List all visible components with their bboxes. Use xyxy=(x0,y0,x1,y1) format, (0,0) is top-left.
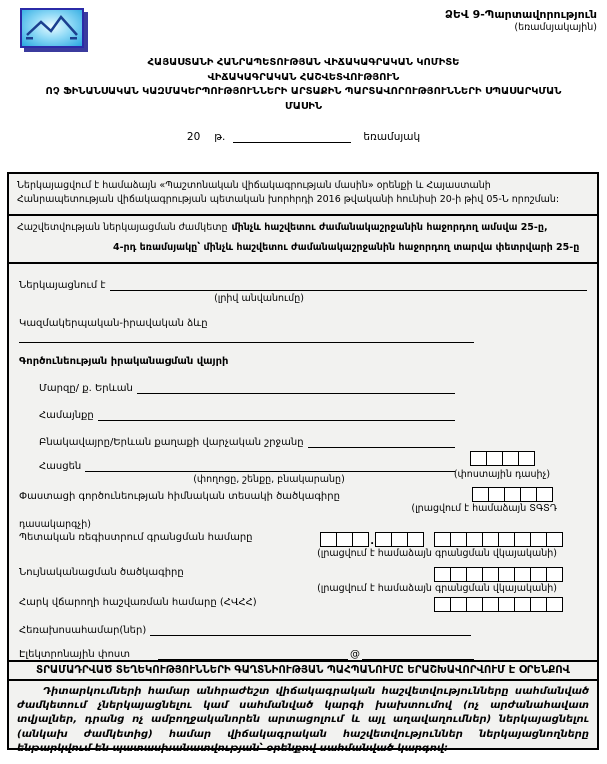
address-hint: (փողոցը, շենքը, բնակարանը) xyxy=(193,474,345,486)
postal-code-hint: (փոստային դասիչ) xyxy=(453,469,551,481)
presenter-hint: (լրիվ անվանումը) xyxy=(214,293,304,305)
state-register-label: Պետական ռեգիստրում գրանցման համարը xyxy=(19,532,253,544)
input-cell[interactable] xyxy=(498,532,515,547)
tin-label: Հարկ վճարողի հաշվառման համարը (ՀՎՀՀ) xyxy=(19,597,257,609)
title-line-2: ՎԻՃԱԿԱԳՐԱԿԱՆ ՀԱՇՎԵՏՎՈՒԹՅՈՒՆ xyxy=(207,71,400,83)
form-header xyxy=(0,0,607,50)
input-cell[interactable] xyxy=(488,487,505,502)
year-suffix: թ. xyxy=(214,131,226,143)
presenter-label: Ներկայացնում է xyxy=(19,280,106,292)
input-cell[interactable] xyxy=(472,487,489,502)
activity-code-hint-2: դասակարգչի) xyxy=(19,519,91,531)
state-register-separator: . xyxy=(370,536,374,548)
input-cell[interactable] xyxy=(546,532,563,547)
org-legal-form-field[interactable] xyxy=(19,342,474,343)
input-cell[interactable] xyxy=(514,567,531,582)
id-code-hint: (լրացվում է համաձայն գրանցման վկայականի) xyxy=(317,583,557,595)
activity-code-boxes[interactable] xyxy=(472,487,553,502)
deadline-section xyxy=(9,216,597,265)
address-row xyxy=(19,459,587,485)
email-row xyxy=(19,647,587,660)
input-cell[interactable] xyxy=(520,487,537,502)
address-line xyxy=(39,459,455,472)
title-line-1: ՀԱՅԱՍՏԱՆԻ ՀԱՆՐԱՊԵՏՈՒԹՅԱՆ ՎԻՃԱԿԱԳՐԱԿԱՆ ԿՈՄԻՏԵ xyxy=(147,57,460,68)
input-cell[interactable] xyxy=(546,567,563,582)
state-register-group-3[interactable] xyxy=(434,532,563,547)
email-label: Էլեկտրոնային փոստ xyxy=(19,649,131,661)
registration-fields xyxy=(9,264,597,660)
activity-code-label: Փաստացի գործունեության հիմնական տեսակի ծածկագիրը xyxy=(19,491,340,503)
input-cell[interactable] xyxy=(482,567,499,582)
state-register-hint: (լրացվում է համաձայն գրանցման վկայականի) xyxy=(317,548,557,560)
community-label: Համայնքը xyxy=(39,410,94,422)
input-cell[interactable] xyxy=(470,451,487,466)
community-row xyxy=(39,408,455,421)
input-cell[interactable] xyxy=(391,532,408,547)
id-code-boxes[interactable] xyxy=(434,567,563,582)
input-cell[interactable] xyxy=(502,451,519,466)
state-register-row xyxy=(19,532,587,547)
id-code-label: Նույնականացման ծածկագիրը xyxy=(19,567,184,579)
id-code-section xyxy=(19,567,587,594)
activity-code-hint-1: (լրացվում է համաձայն ՏԳՏԴ xyxy=(411,503,557,515)
year-prefix: 20 xyxy=(186,131,201,143)
input-cell[interactable] xyxy=(530,567,547,582)
region-field[interactable] xyxy=(137,381,455,394)
address-label: Հասցեն xyxy=(39,461,82,473)
input-cell[interactable] xyxy=(466,597,483,612)
email-at-sign: @ xyxy=(350,649,361,661)
form-code: ՁԵՎ 9-Պարտավորություն xyxy=(444,8,597,21)
deadline-line-1 xyxy=(17,221,589,234)
region-label: Մարզը/ ք. Երևան xyxy=(39,383,133,395)
quarter-label: եռամսյակ xyxy=(363,131,421,143)
input-cell[interactable] xyxy=(514,532,531,547)
input-cell[interactable] xyxy=(518,451,535,466)
state-register-group-1[interactable] xyxy=(320,532,369,547)
community-field[interactable] xyxy=(98,408,455,421)
armstat-logo xyxy=(20,8,84,48)
settlement-field[interactable] xyxy=(308,435,455,448)
activity-location-heading: Գործունեության իրականացման վայրի xyxy=(19,356,229,368)
report-period-line xyxy=(0,130,607,143)
region-row xyxy=(39,381,455,394)
title-line-3: ՈՉ ՖԻՆԱՆՍԱԿԱՆ ԿԱԶՄԱԿԵՐՊՈՒԹՅՈՒՆՆԵՐԻ ԱՐՏԱՔԻՆ ՊԱՐՏԱՎՈՐՈՒԹՅՈՒՆՆԵՐԻ ՍՊԱՍԱՐԿՄԱՆ xyxy=(45,86,562,97)
legal-basis-text: Ներկայացվում է համաձայն «Պաշտոնական վիճակագրության մասին» օրենքի և Հայաստանի Հանրապետության վիճակագրության պետական խորհրդի 2016 թվականի հունիսի 20-ի թիվ 05-Ն որոշման: xyxy=(9,174,597,216)
activity-code-row xyxy=(19,491,587,502)
input-cell[interactable] xyxy=(466,567,483,582)
input-cell[interactable] xyxy=(482,532,499,547)
input-cell[interactable] xyxy=(482,597,499,612)
input-cell[interactable] xyxy=(352,532,369,547)
input-cell[interactable] xyxy=(466,532,483,547)
confidentiality-warning: Դիտարկումների համար անհրաժեշտ վիճակագրական հաշվետվությունները սահմանված ժամկետում չներկայացնելու կամ սահմանված կարգի խախտումով (ոչ արժանահավատ տվյալներ, դրանց ոչ ամբողջականորեն արտացոլում և այլ աղավաղումներ) ներկայացնելու (անկախ ժամկետից) համար վիճակագրական հաշվետվություններ ներկայացնողները ենթարկվում են պատասխանատվության՝ օրենքով սահմանված կարգով: xyxy=(17,686,589,754)
input-cell[interactable] xyxy=(450,532,467,547)
deadline-bold-1: մինչև հաշվետու ժամանակաշրջանին հաջորդող ամսվա 25-ը, xyxy=(231,221,548,233)
input-cell[interactable] xyxy=(434,597,451,612)
email-local-field[interactable] xyxy=(158,647,348,660)
postal-code-boxes[interactable] xyxy=(470,451,535,466)
form-periodicity: (եռամսյակային) xyxy=(514,21,597,33)
state-register-group-2[interactable] xyxy=(375,532,424,547)
form-identifier xyxy=(445,8,597,34)
input-cell[interactable] xyxy=(504,487,521,502)
deadline-prefix: Հաշվետվության ներկայացման ժամկետը xyxy=(17,221,228,233)
quarter-field[interactable] xyxy=(233,130,351,143)
input-cell[interactable] xyxy=(407,532,424,547)
org-legal-form-label: Կազմակերպական-իրավական ձևը xyxy=(19,318,208,330)
input-cell[interactable] xyxy=(546,597,563,612)
settlement-label: Բնակավայրը/Երևան քաղաքի վարչական շրջանը xyxy=(39,437,304,449)
form-titles xyxy=(0,56,607,114)
activity-code-section xyxy=(19,491,587,530)
email-domain-field[interactable] xyxy=(362,647,474,660)
input-cell[interactable] xyxy=(498,597,515,612)
presenter-name-field[interactable] xyxy=(110,278,587,291)
state-register-section xyxy=(19,532,587,559)
input-cell[interactable] xyxy=(434,532,451,547)
postal-code-block xyxy=(447,451,557,480)
input-cell[interactable] xyxy=(375,532,392,547)
tin-boxes[interactable] xyxy=(434,597,563,612)
input-cell[interactable] xyxy=(320,532,337,547)
tin-row xyxy=(19,597,587,612)
input-cell[interactable] xyxy=(450,567,467,582)
input-cell[interactable] xyxy=(450,597,467,612)
input-cell[interactable] xyxy=(530,597,547,612)
input-cell[interactable] xyxy=(498,567,515,582)
state-register-boxes xyxy=(320,532,563,547)
input-cell[interactable] xyxy=(434,567,451,582)
input-cell[interactable] xyxy=(530,532,547,547)
title-line-4: ՄԱՍԻՆ xyxy=(284,100,323,112)
settlement-row xyxy=(39,435,455,448)
input-cell[interactable] xyxy=(336,532,353,547)
input-cell[interactable] xyxy=(514,597,531,612)
deadline-line-2: 4-րդ եռամսյակը՝ մինչև հաշվետու ժամանակաշրջանին հաջորդող տարվա փետրվարի 25-ը xyxy=(113,241,580,253)
address-field[interactable] xyxy=(85,459,455,472)
phone-field[interactable] xyxy=(150,623,471,636)
input-cell[interactable] xyxy=(536,487,553,502)
phone-row xyxy=(19,623,471,636)
id-code-row xyxy=(19,567,587,582)
presenter-row xyxy=(19,278,587,291)
confidentiality-title: ՏՐԱՄԱԴՐՎԱԾ ՏԵՂԵԿՈՒԹՅՈՒՆՆԵՐԻ ԳԱՂՏՆԻՈՒԹՅԱՆ ՊԱՀՊԱՆՈՒՄԸ ԵՐԱՇԽԱՎՈՐՎՈՒՄ Է ՕՐԵՆՔՈՎ xyxy=(9,660,597,681)
phone-label: Հեռախոսահամար(ներ) xyxy=(19,625,147,637)
input-cell[interactable] xyxy=(486,451,503,466)
form-body-box xyxy=(7,172,599,754)
